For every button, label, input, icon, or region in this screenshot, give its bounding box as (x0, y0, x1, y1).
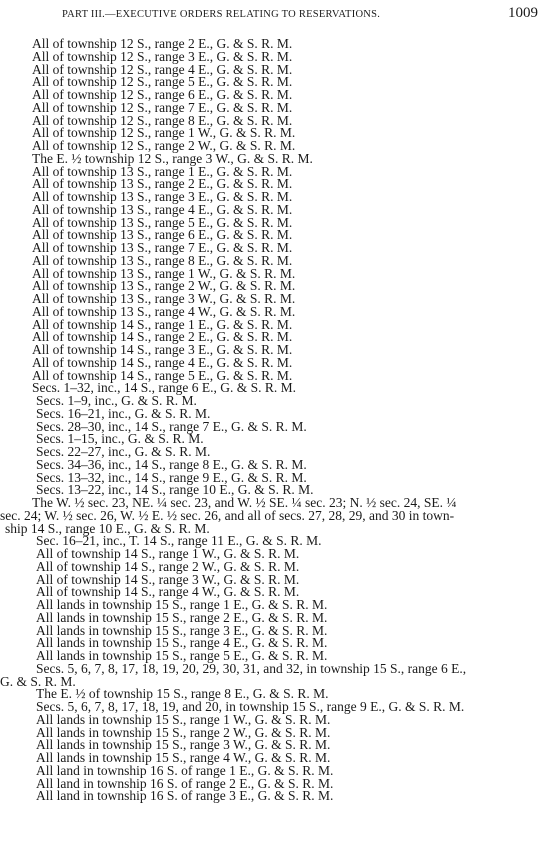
text-line: All of township 14 S., range 4 W., G. & S. R. M. (36, 584, 300, 600)
text-line: All of township 13 S., range 2 W., G. & S. R. M. (32, 278, 296, 294)
text-line: Secs. 1–9, inc., G. & S. R. M. (36, 393, 197, 408)
text-line: All of township 12 S., range 4 E., G. & S. R. M. (32, 61, 293, 77)
text-line: All of township 13 S., range 3 W., G. & S. R. M. (32, 291, 296, 306)
text-line: All land in township 16 S. of range 2 E., G. & S. R. M. (36, 775, 334, 791)
text-line: All of township 13 S., range 4 W., G. & S. R. M. (32, 303, 296, 319)
text-line: Secs. 13–32, inc., 14 S., range 9 E., G. & S. R. M. (36, 469, 307, 485)
text-line: All of township 13 S., range 6 E., G. & S. R. M. (32, 227, 293, 243)
text-line: All of township 13 S., range 4 E., G. & S. R. M. (32, 201, 293, 217)
text-line: Secs. 1–15, inc., G. & S. R. M. (36, 431, 204, 447)
text-line: All of township 12 S., range 1 W., G. & S. R. M. (32, 125, 296, 141)
text-line: All of township 14 S., range 4 E., G. & S. R. M. (32, 354, 293, 370)
text-line: All of township 13 S., range 2 E., G. & S. R. M. (32, 176, 293, 192)
text-line: All of township 14 S., range 5 E., G. & S. R. M. (32, 367, 293, 383)
text-line: Secs. 34–36, inc., 14 S., range 8 E., G. & S. R. M. (36, 456, 307, 472)
text-line: All lands in township 15 S., range 1 E., G. & S. R. M. (36, 597, 328, 612)
text-line: All of township 12 S., range 6 E., G. & S. R. M. (32, 87, 293, 102)
page-header (0, 5, 554, 27)
text-line: Secs. 13–22, inc., 14 S., range 10 E., G. & S. R. M. (36, 482, 314, 498)
document-body (0, 38, 554, 803)
text-line: All of township 13 S., range 5 E., G. & S. R. M. (32, 214, 293, 230)
text-line: All lands in township 15 S., range 3 E., G. & S. R. M. (36, 622, 328, 638)
text-line: All of township 13 S., range 3 E., G. & S. R. M. (32, 189, 293, 204)
text-line: All of township 12 S., range 2 E., G. & S. R. M. (32, 36, 293, 51)
text-line: All lands in township 15 S., range 1 W., G. & S. R. M. (36, 711, 331, 727)
text-line: Secs. 5, 6, 7, 8, 17, 18, 19, 20, 29, 30, 31, and 32, in township 15 S., range 6 E., (36, 660, 467, 676)
text-line: All of township 13 S., range 1 W., G. & S. R. M. (32, 265, 296, 281)
running-head: PART III.—EXECUTIVE ORDERS RELATING TO RESERVATIONS. (62, 9, 381, 20)
text-line: The W. ½ sec. 23, NE. ¼ sec. 23, and W. ½ SE. ¼ sec. 23; N. ½ sec. 24, SE. ¼ (32, 495, 457, 510)
text-line: All lands in township 15 S., range 4 W., G. & S. R. M. (36, 750, 331, 765)
text-line: The E. ½ township 12 S., range 3 W., G. & S. R. M. (32, 150, 313, 166)
page-number: 1009 (508, 5, 538, 21)
text-line: Secs. 28–30, inc., 14 S., range 7 E., G. & S. R. M. (36, 418, 307, 434)
text-line: All lands in township 15 S., range 2 E., G. & S. R. M. (36, 609, 328, 625)
text-line: All of township 13 S., range 7 E., G. & S. R. M. (32, 240, 293, 255)
text-line: The E. ½ of township 15 S., range 8 E., G. & S. R. M. (36, 686, 329, 702)
text-line: All lands in township 15 S., range 5 E., G. & S. R. M. (36, 648, 328, 663)
text-line: All of township 13 S., range 1 E., G. & S. R. M. (32, 163, 293, 179)
text-line: All of township 12 S., range 2 W., G. & S. R. M. (32, 138, 296, 153)
text-line: All land in township 16 S. of range 3 E., G. & S. R. M. (36, 788, 334, 804)
text-line: ship 14 S., range 10 E., G. & S. R. M. (5, 520, 210, 536)
text-line: All of township 14 S., range 1 E., G. & S. R. M. (32, 316, 293, 332)
text-line: All of township 13 S., range 8 E., G. & S. R. M. (32, 252, 293, 268)
text-line: All of township 14 S., range 2 W., G. & S. R. M. (36, 558, 300, 574)
text-line: All land in township 16 S. of range 1 E., G. & S. R. M. (36, 762, 334, 778)
text-line: All lands in township 15 S., range 2 W., G. & S. R. M. (36, 724, 331, 740)
text-line: Secs. 16–21, inc., G. & S. R. M. (36, 405, 211, 421)
text-line: All of township 12 S., range 8 E., G. & S. R. M. (32, 112, 293, 128)
text-line: All of township 12 S., range 5 E., G. & S. R. M. (32, 74, 293, 90)
text-line: sec. 24; W. ½ sec. 26, W. ½ E. ½ sec. 26, and all of secs. 27, 28, 29, and 30 in town- (0, 507, 455, 523)
text-line: Secs. 22–27, inc., G. & S. R. M. (36, 444, 211, 459)
text-line: Secs. 5, 6, 7, 8, 17, 18, 19, and 20, in township 15 S., range 9 E., G. & S. R. M. (36, 699, 465, 714)
text-line: All of township 14 S., range 3 E., G. & S. R. M. (32, 342, 293, 357)
text-line: All of township 12 S., range 7 E., G. & S. R. M. (32, 99, 293, 115)
text-line: All of township 14 S., range 1 W., G. & S. R. M. (36, 546, 300, 561)
text-line: All of township 14 S., range 2 E., G. & S. R. M. (32, 329, 293, 345)
text-line: All of township 12 S., range 3 E., G. & S. R. M. (32, 48, 293, 64)
text-line: All lands in township 15 S., range 4 E., G. & S. R. M. (36, 635, 328, 651)
text-line: Sec. 16–21, inc., T. 14 S., range 11 E., G. & S. R. M. (36, 533, 322, 549)
text-line: All of township 14 S., range 3 W., G. & S. R. M. (36, 571, 300, 587)
text-line: G. & S. R. M. (0, 673, 76, 689)
text-line: All lands in township 15 S., range 3 W., G. & S. R. M. (36, 737, 331, 753)
text-line: Secs. 1–32, inc., 14 S., range 6 E., G. & S. R. M. (32, 380, 296, 396)
